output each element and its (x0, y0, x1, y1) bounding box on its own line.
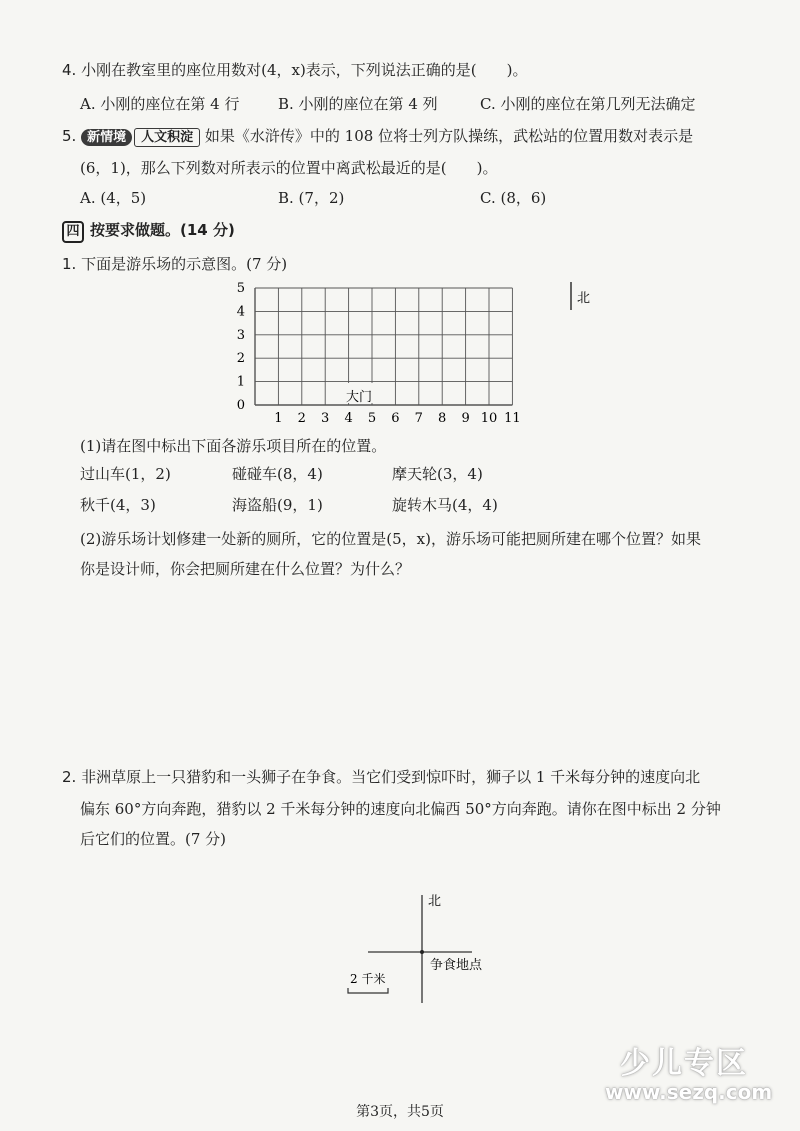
x-tick-labels (274, 411, 520, 426)
q5-line1: 如果《水浒传》中的 108 位将士列方队操练，武松站的位置用数对表示是 (204, 127, 694, 145)
x-tick-label: 4 (344, 411, 353, 426)
q4-option-c: C. 小刚的座位在第几列无法确定 (480, 95, 696, 113)
p2-line2: 偏东 60°方向奔跑，猎豹以 2 千米每分钟的速度向北偏西 50°方向奔跑。请你在图中标出 2 分钟 (80, 800, 721, 818)
y-tick-label: 1 (236, 374, 245, 390)
x-tick-label: 10 (480, 411, 498, 426)
ride-roller-coaster: 过山车(1，2) (80, 465, 171, 483)
q5-option-b: B. (7，2) (278, 189, 345, 207)
q4-number: 4. (62, 61, 77, 79)
grid-lines (255, 288, 512, 405)
amusement-park-grid (225, 280, 625, 430)
q4-option-a: A. 小刚的座位在第 4 行 (80, 95, 240, 113)
q4-option-b: B. 小刚的座位在第 4 列 (278, 95, 438, 113)
page-footer: 第3页，共5页 (356, 1104, 444, 1120)
y-tick-label: 2 (236, 351, 245, 367)
q5-line2: (6，1)，那么下列数对所表示的位置中离武松最近的是( )。 (80, 159, 498, 177)
p2-number: 2. (62, 768, 77, 786)
q5-stem-line1 (62, 126, 693, 147)
x-tick-label: 11 (504, 411, 521, 426)
y-tick-labels (237, 281, 245, 413)
x-tick-label: 9 (461, 411, 470, 426)
q5-tag-new-context: 新情境 (81, 129, 132, 146)
q5-option-a: A. (4，5) (80, 189, 147, 207)
p1-number: 1. (62, 255, 77, 273)
section-heading (62, 219, 235, 243)
p2-line1-text: 非洲草原上一只猎豹和一头狮子在争食。当它们受到惊吓时，狮子以 1 千米每分钟的速度向北 (81, 768, 701, 786)
gate-label: 大门 (346, 390, 373, 405)
p2-line3: 后它们的位置。(7 分) (80, 830, 227, 848)
y-tick-label: 0 (236, 398, 245, 413)
p2-line1 (62, 767, 700, 787)
x-tick-label: 5 (367, 411, 377, 426)
y-tick-label: 3 (236, 327, 245, 343)
p1-part2-line2: 你是设计师，你会把厕所建在什么位置？为什么？ (80, 560, 411, 578)
center-point (420, 950, 424, 954)
center-label: 争食地点 (430, 958, 483, 973)
x-tick-label: 3 (321, 411, 330, 426)
x-tick-label: 2 (297, 411, 306, 426)
compass-north-label: 北 (428, 894, 442, 909)
y-tick-label: 4 (236, 304, 245, 320)
p1-title (62, 254, 287, 274)
x-tick-label: 7 (414, 411, 423, 426)
section-number: 四 (62, 221, 84, 243)
q5-tag-humanities: 人文积淀 (134, 128, 200, 147)
x-tick-label: 6 (391, 411, 400, 426)
q5-option-c: C. (8，6) (480, 189, 547, 207)
p1-part1: (1)请在图中标出下面各游乐项目所在的位置。 (80, 437, 387, 455)
grid-north-label: 北 (577, 291, 591, 306)
ride-carousel: 旋转木马(4，4) (392, 496, 498, 514)
q4-stem (62, 60, 528, 80)
watermark-logo: 少儿专区 (620, 1046, 748, 1081)
q4-text: 小刚在教室里的座位用数对(4，x)表示，下列说法正确的是( )。 (81, 61, 528, 79)
ride-bumper-cars: 碰碰车(8，4) (232, 465, 323, 483)
scale-label: 2 千米 (350, 972, 386, 986)
p1-part2-line1: (2)游乐场计划修建一处新的厕所，它的位置是(5，x)，游乐场可能把厕所建在哪个位置？如果 (80, 530, 701, 548)
scale-bar (348, 988, 388, 993)
ride-swing: 秋千(4，3) (80, 496, 156, 514)
compass-diagram (340, 885, 510, 1010)
x-tick-label: 8 (438, 411, 447, 426)
ride-pirate-ship: 海盗船(9，1) (232, 496, 323, 514)
x-tick-label: 1 (274, 411, 283, 426)
y-tick-label: 5 (236, 281, 245, 296)
ride-ferris-wheel: 摩天轮(3，4) (392, 465, 483, 483)
watermark-url: www.sezq.com (605, 1080, 773, 1104)
q5-number: 5. (62, 127, 77, 145)
section-title: 按要求做题。(14 分) (90, 221, 235, 239)
p1-title-text: 下面是游乐场的示意图。(7 分) (81, 255, 288, 273)
